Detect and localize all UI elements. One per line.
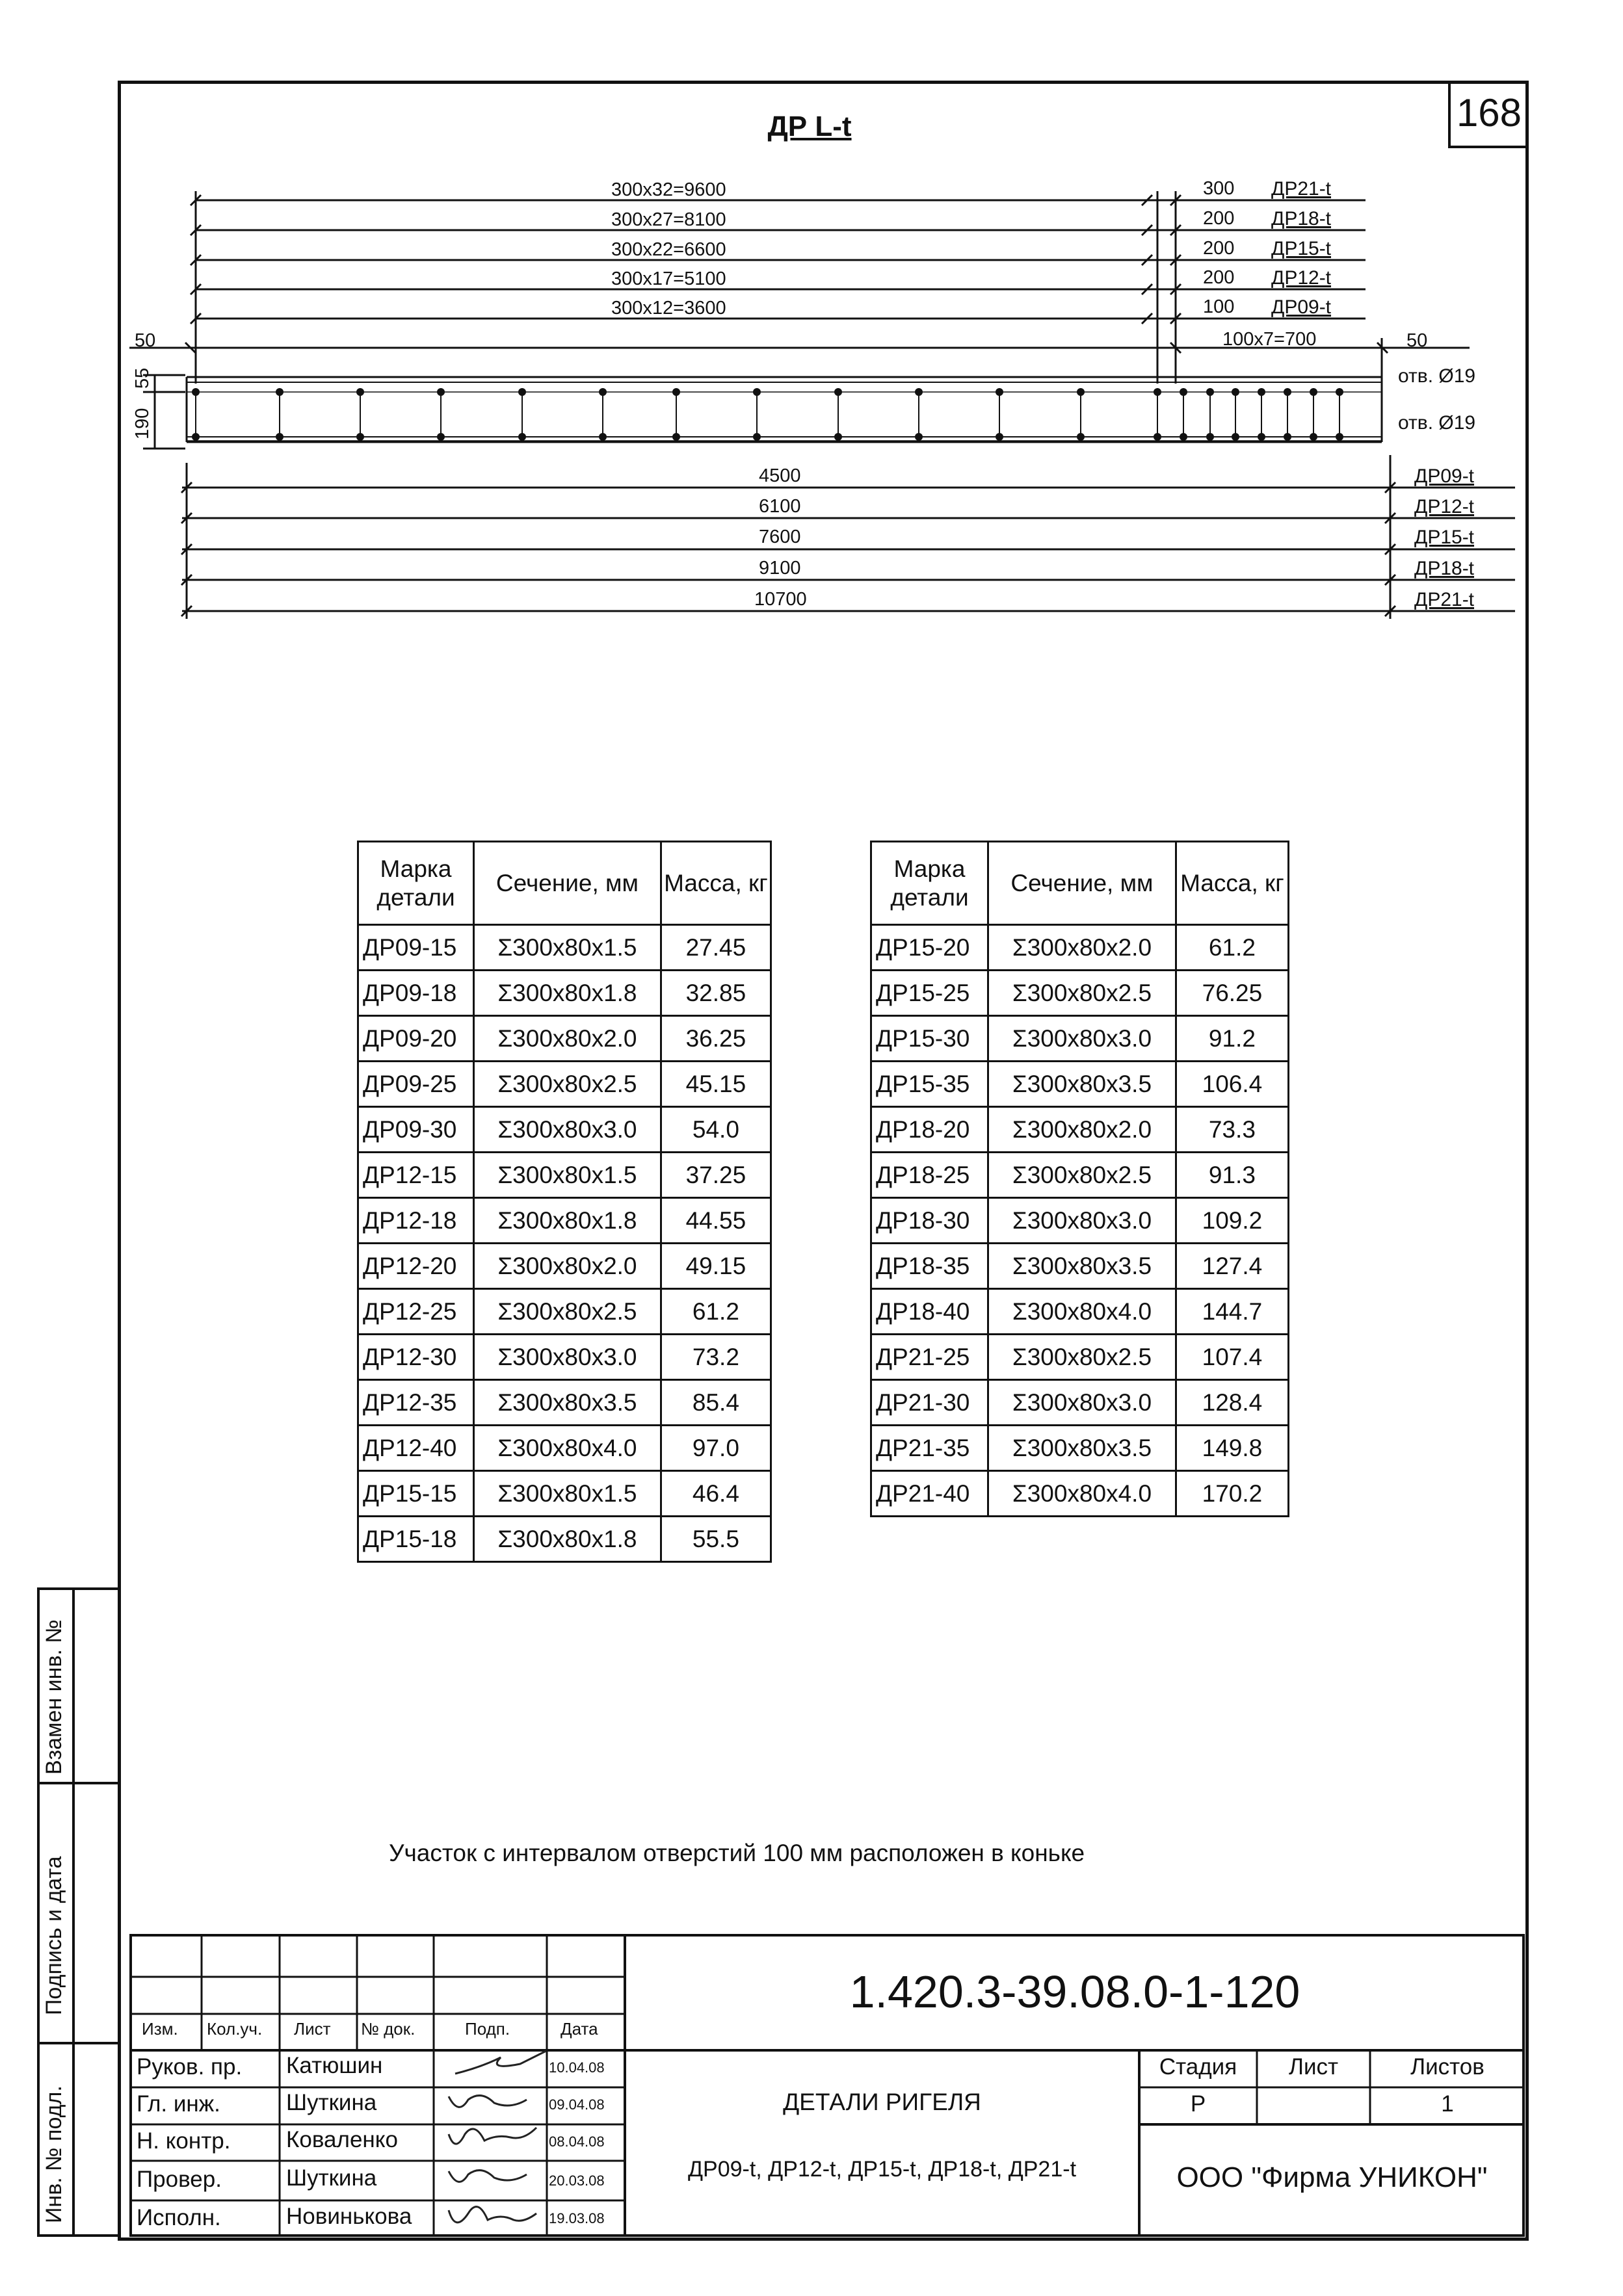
document-title: ДЕТАЛИ РИГЕЛЯ bbox=[783, 2089, 981, 2115]
signer-role-4: Провер. bbox=[137, 2167, 222, 2192]
cell-section: Σ300x80x3.0 bbox=[474, 1335, 661, 1380]
cell-mass: 106.4 bbox=[1176, 1062, 1288, 1107]
length-mark-21: ДР21-t bbox=[1414, 589, 1475, 610]
header-mass: Масса, кг bbox=[661, 842, 771, 925]
col-date: Дата bbox=[561, 2019, 598, 2039]
length-09: 4500 bbox=[759, 465, 801, 486]
stamp-original-inv: Инв. № подл. bbox=[42, 2085, 66, 2223]
signer-role-1: Руков. пр. bbox=[137, 2054, 243, 2080]
sheets-value: 1 bbox=[1441, 2091, 1454, 2117]
cell-mass: 107.4 bbox=[1176, 1335, 1288, 1380]
cell-section: Σ300x80x1.5 bbox=[474, 925, 661, 971]
dim-end-12: 200 bbox=[1203, 267, 1235, 288]
cell-mass: 27.45 bbox=[661, 925, 771, 971]
document-subtitle: ДР09-t, ДР12-t, ДР15-t, ДР18-t, ДР21-t bbox=[687, 2157, 1077, 2182]
cell-section: Σ300x80x2.0 bbox=[988, 925, 1176, 971]
cell-mass: 144.7 bbox=[1176, 1289, 1288, 1335]
cell-mark: ДР12-25 bbox=[358, 1289, 474, 1335]
cell-mass: 37.25 bbox=[661, 1153, 771, 1198]
document-code: 1.420.3-39.08.0-1-120 bbox=[849, 1966, 1300, 2017]
cell-mark: ДР18-20 bbox=[871, 1107, 988, 1153]
dim-span-18: 300x27=8100 bbox=[611, 209, 726, 230]
header-mark: Марка детали bbox=[358, 842, 474, 925]
length-15: 7600 bbox=[759, 527, 801, 547]
cell-mass: 54.0 bbox=[661, 1107, 771, 1153]
dim-end-15: 200 bbox=[1203, 238, 1235, 259]
hole-label-top: отв. Ø19 bbox=[1398, 365, 1476, 387]
cell-mass: 128.4 bbox=[1176, 1380, 1288, 1426]
length-21: 10700 bbox=[754, 589, 807, 610]
cell-mark: ДР21-35 bbox=[871, 1426, 988, 1471]
cell-section: Σ300x80x3.0 bbox=[988, 1016, 1176, 1062]
cell-mass: 91.2 bbox=[1176, 1016, 1288, 1062]
cell-section: Σ300x80x3.5 bbox=[474, 1380, 661, 1426]
cell-section: Σ300x80x4.0 bbox=[988, 1471, 1176, 1517]
col-doc-no: № док. bbox=[361, 2019, 416, 2039]
mark-label-15: ДР15-t bbox=[1271, 238, 1332, 259]
cell-mark: ДР15-25 bbox=[871, 971, 988, 1016]
cell-mass: 85.4 bbox=[661, 1380, 771, 1426]
signer-name-3: Коваленко bbox=[286, 2127, 398, 2152]
cell-mass: 73.3 bbox=[1176, 1107, 1288, 1153]
cell-mass: 36.25 bbox=[661, 1016, 771, 1062]
length-18: 9100 bbox=[759, 558, 801, 579]
cell-mass: 73.2 bbox=[661, 1335, 771, 1380]
cell-mark: ДР18-25 bbox=[871, 1153, 988, 1198]
stamp-signature-date: Подпись и дата bbox=[42, 1856, 66, 2015]
cell-section: Σ300x80x3.5 bbox=[988, 1426, 1176, 1471]
cell-mark: ДР09-15 bbox=[358, 925, 474, 971]
signer-name-1: Катюшин bbox=[286, 2053, 383, 2078]
cell-mass: 32.85 bbox=[661, 971, 771, 1016]
cell-mass: 55.5 bbox=[661, 1517, 771, 1562]
dim-end-21: 300 bbox=[1203, 178, 1235, 199]
cell-mark: ДР12-30 bbox=[358, 1335, 474, 1380]
cell-mass: 97.0 bbox=[661, 1426, 771, 1471]
signer-role-2: Гл. инж. bbox=[137, 2091, 220, 2117]
company-name: ООО "Фирма УНИКОН" bbox=[1176, 2161, 1488, 2193]
cell-mass: 61.2 bbox=[661, 1289, 771, 1335]
header-section: Сечение, мм bbox=[988, 842, 1176, 925]
cell-mark: ДР09-20 bbox=[358, 1016, 474, 1062]
signer-name-4: Шуткина bbox=[286, 2165, 377, 2191]
stage-value: Р bbox=[1190, 2091, 1206, 2117]
dim-ridge-span: 100x7=700 bbox=[1222, 329, 1317, 350]
cell-mass: 45.15 bbox=[661, 1062, 771, 1107]
header-mass: Масса, кг bbox=[1176, 842, 1288, 925]
cell-mark: ДР15-15 bbox=[358, 1471, 474, 1517]
cell-mark: ДР12-20 bbox=[358, 1244, 474, 1289]
stamp-replaced-inv: Взамен инв. № bbox=[42, 1619, 66, 1775]
cell-mark: ДР12-18 bbox=[358, 1198, 474, 1244]
cell-mark: ДР18-40 bbox=[871, 1289, 988, 1335]
cell-section: Σ300x80x1.8 bbox=[474, 1517, 661, 1562]
sheet-title: ДР L-t bbox=[767, 111, 852, 142]
cell-section: Σ300x80x2.5 bbox=[988, 1153, 1176, 1198]
cell-mass: 46.4 bbox=[661, 1471, 771, 1517]
cell-section: Σ300x80x3.0 bbox=[988, 1198, 1176, 1244]
cell-section: Σ300x80x1.8 bbox=[474, 1198, 661, 1244]
stage-label: Стадия bbox=[1159, 2054, 1237, 2080]
signer-role-3: Н. контр. bbox=[137, 2128, 231, 2154]
signer-date-2: 09.04.08 bbox=[549, 2096, 605, 2113]
cell-section: Σ300x80x2.5 bbox=[988, 1335, 1176, 1380]
col-kol-uch: Кол.уч. bbox=[207, 2019, 263, 2039]
cell-mass: 76.25 bbox=[1176, 971, 1288, 1016]
col-signature: Подп. bbox=[465, 2019, 510, 2039]
col-izm: Изм. bbox=[142, 2019, 178, 2039]
dim-span-09: 300x12=3600 bbox=[611, 298, 726, 319]
signer-name-5: Новинькова bbox=[286, 2204, 412, 2229]
cell-mass: 91.3 bbox=[1176, 1153, 1288, 1198]
dim-span-15: 300x22=6600 bbox=[611, 239, 726, 260]
mark-label-09: ДР09-t bbox=[1271, 296, 1332, 318]
cell-mark: ДР18-35 bbox=[871, 1244, 988, 1289]
cell-mark: ДР21-40 bbox=[871, 1471, 988, 1517]
length-mark-09: ДР09-t bbox=[1414, 465, 1475, 487]
mark-label-18: ДР18-t bbox=[1271, 208, 1332, 229]
cell-mass: 170.2 bbox=[1176, 1471, 1288, 1517]
cell-mass: 44.55 bbox=[661, 1198, 771, 1244]
cell-mark: ДР12-35 bbox=[358, 1380, 474, 1426]
dim-span-12: 300x17=5100 bbox=[611, 268, 726, 289]
signer-date-5: 19.03.08 bbox=[549, 2210, 605, 2226]
sheet-label: Лист bbox=[1288, 2054, 1339, 2080]
cell-section: Σ300x80x2.0 bbox=[474, 1244, 661, 1289]
length-12: 6100 bbox=[759, 496, 801, 517]
cell-mark: ДР12-15 bbox=[358, 1153, 474, 1198]
cell-section: Σ300x80x1.5 bbox=[474, 1153, 661, 1198]
cell-section: Σ300x80x3.0 bbox=[474, 1107, 661, 1153]
cell-section: Σ300x80x3.5 bbox=[988, 1244, 1176, 1289]
cell-mass: 149.8 bbox=[1176, 1426, 1288, 1471]
ridge-note: Участок с интервалом отверстий 100 мм расположен в коньке bbox=[389, 1840, 1085, 1866]
signer-name-2: Шуткина bbox=[286, 2090, 377, 2115]
cell-section: Σ300x80x1.8 bbox=[474, 971, 661, 1016]
signer-date-4: 20.03.08 bbox=[549, 2172, 605, 2189]
cell-section: Σ300x80x4.0 bbox=[474, 1426, 661, 1471]
signer-role-5: Исполн. bbox=[137, 2205, 221, 2230]
cell-section: Σ300x80x2.0 bbox=[988, 1107, 1176, 1153]
dim-height-190: 190 bbox=[132, 408, 153, 439]
cell-mark: ДР09-30 bbox=[358, 1107, 474, 1153]
cell-mark: ДР21-25 bbox=[871, 1335, 988, 1380]
length-mark-12: ДР12-t bbox=[1414, 496, 1475, 517]
cell-mark: ДР18-30 bbox=[871, 1198, 988, 1244]
dim-height-55: 55 bbox=[132, 367, 153, 389]
signer-date-3: 08.04.08 bbox=[549, 2133, 605, 2150]
cell-section: Σ300x80x2.0 bbox=[474, 1016, 661, 1062]
mark-label-21: ДР21-t bbox=[1271, 178, 1332, 200]
length-mark-18: ДР18-t bbox=[1414, 558, 1475, 579]
cell-mark: ДР09-18 bbox=[358, 971, 474, 1016]
signer-date-1: 10.04.08 bbox=[549, 2059, 605, 2076]
cell-mass: 109.2 bbox=[1176, 1198, 1288, 1244]
length-mark-15: ДР15-t bbox=[1414, 527, 1475, 548]
cell-section: Σ300x80x2.5 bbox=[988, 971, 1176, 1016]
dim-right-offset: 50 bbox=[1406, 330, 1428, 351]
dim-span-21: 300x32=9600 bbox=[611, 179, 726, 200]
cell-section: Σ300x80x3.5 bbox=[988, 1062, 1176, 1107]
cell-section: Σ300x80x2.5 bbox=[474, 1062, 661, 1107]
mark-label-12: ДР12-t bbox=[1271, 267, 1332, 289]
cell-mark: ДР15-20 bbox=[871, 925, 988, 971]
cell-mark: ДР15-18 bbox=[358, 1517, 474, 1562]
cell-mark: ДР21-30 bbox=[871, 1380, 988, 1426]
cell-mark: ДР15-30 bbox=[871, 1016, 988, 1062]
cell-mass: 61.2 bbox=[1176, 925, 1288, 971]
cell-section: Σ300x80x1.5 bbox=[474, 1471, 661, 1517]
cell-section: Σ300x80x3.0 bbox=[988, 1380, 1176, 1426]
page-number: 168 bbox=[1448, 81, 1527, 148]
dim-left-offset: 50 bbox=[135, 330, 156, 351]
cell-section: Σ300x80x4.0 bbox=[988, 1289, 1176, 1335]
cell-mass: 127.4 bbox=[1176, 1244, 1288, 1289]
cell-section: Σ300x80x2.5 bbox=[474, 1289, 661, 1335]
header-section: Сечение, мм bbox=[474, 842, 661, 925]
cell-mark: ДР09-25 bbox=[358, 1062, 474, 1107]
col-list: Лист bbox=[294, 2019, 331, 2039]
dim-end-18: 200 bbox=[1203, 208, 1235, 229]
hole-label-bottom: отв. Ø19 bbox=[1398, 412, 1476, 434]
sheets-label: Листов bbox=[1410, 2054, 1484, 2080]
header-mark: Марка детали bbox=[871, 842, 988, 925]
cell-mark: ДР12-40 bbox=[358, 1426, 474, 1471]
cell-mark: ДР15-35 bbox=[871, 1062, 988, 1107]
dim-end-09: 100 bbox=[1203, 296, 1235, 317]
cell-mass: 49.15 bbox=[661, 1244, 771, 1289]
